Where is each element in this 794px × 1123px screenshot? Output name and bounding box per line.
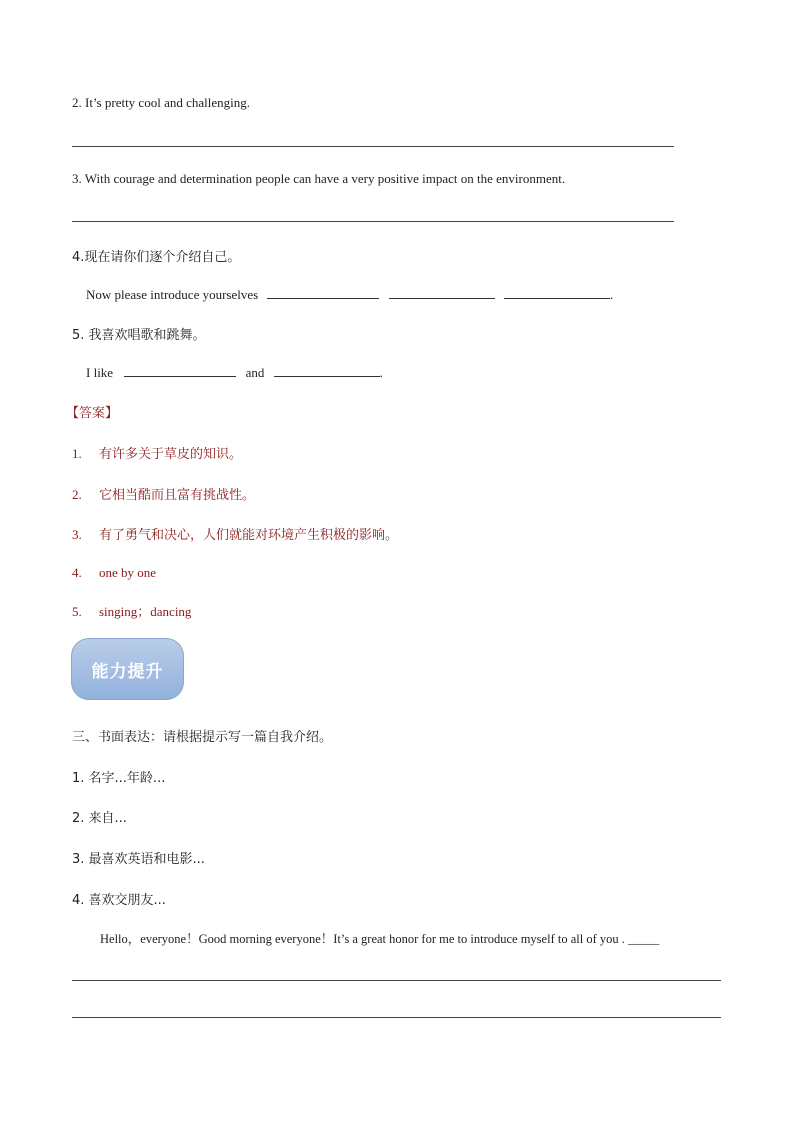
question-5-chinese: 5. 我喜欢唱歌和跳舞。: [72, 328, 206, 343]
answer-text: 有许多关于草皮的知识。: [99, 447, 243, 462]
prompt-4: 4. 喜欢交朋友...: [72, 893, 166, 908]
question-4-prompt: Now please introduce yourselves: [86, 287, 259, 302]
prompt-2: 2. 来自...: [72, 811, 127, 826]
answer-item-5: [72, 601, 191, 621]
ability-improvement-badge: 能力提升: [71, 638, 184, 700]
answer-line-3: [72, 221, 674, 222]
essay-line-2[interactable]: [72, 1017, 721, 1018]
answer-item-3: [72, 524, 398, 544]
answer-number: 4.: [72, 565, 82, 580]
blank-4c[interactable]: [504, 286, 610, 299]
blank-5b[interactable]: [274, 364, 380, 377]
answer-heading: 【答案】: [66, 406, 119, 421]
answer-item-1: [72, 443, 242, 463]
question-5-like: I like: [86, 365, 114, 380]
prompt-1: 1. 名字...年龄...: [72, 771, 166, 786]
essay-line-1[interactable]: [72, 980, 721, 981]
answer-number: 3.: [72, 527, 82, 542]
answer-number: 1.: [72, 446, 82, 461]
answer-item-4: [72, 564, 156, 582]
question-4-chinese: 4.现在请你们逐个介绍自己。: [72, 250, 241, 265]
prompt-3: 3. 最喜欢英语和电影...: [72, 852, 205, 867]
essay-opening: Hello，everyone！Good morning everyone！It’s a great honor for me to introduce myself to all of you . _____: [100, 932, 660, 946]
answer-text: 它相当酷而且富有挑战性。: [99, 488, 256, 503]
answer-text: singing；dancing: [99, 604, 192, 619]
section-3-title: 三、书面表达：请根据提示写一篇自我介绍。: [72, 730, 333, 745]
question-5-period: .: [379, 365, 383, 380]
answer-text: 有了勇气和决心，人们就能对环境产生积极的影响。: [99, 528, 399, 543]
blank-4a[interactable]: [267, 286, 379, 299]
question-2: 2. It’s pretty cool and challenging.: [72, 95, 250, 110]
question-4-period: .: [609, 287, 614, 302]
question-5-english: [86, 364, 383, 381]
question-5-and: and: [245, 365, 265, 380]
question-3: 3. With courage and determination people can have a very positive impact on the environment.: [72, 171, 566, 186]
answer-number: 2.: [72, 487, 82, 502]
answer-number: 5.: [72, 604, 82, 619]
blank-4b[interactable]: [389, 286, 495, 299]
answer-text: one by one: [99, 565, 157, 580]
answer-line-2: [72, 146, 674, 147]
blank-5a[interactable]: [124, 364, 236, 377]
question-4-english: [86, 286, 613, 303]
answer-item-2: [72, 484, 255, 504]
